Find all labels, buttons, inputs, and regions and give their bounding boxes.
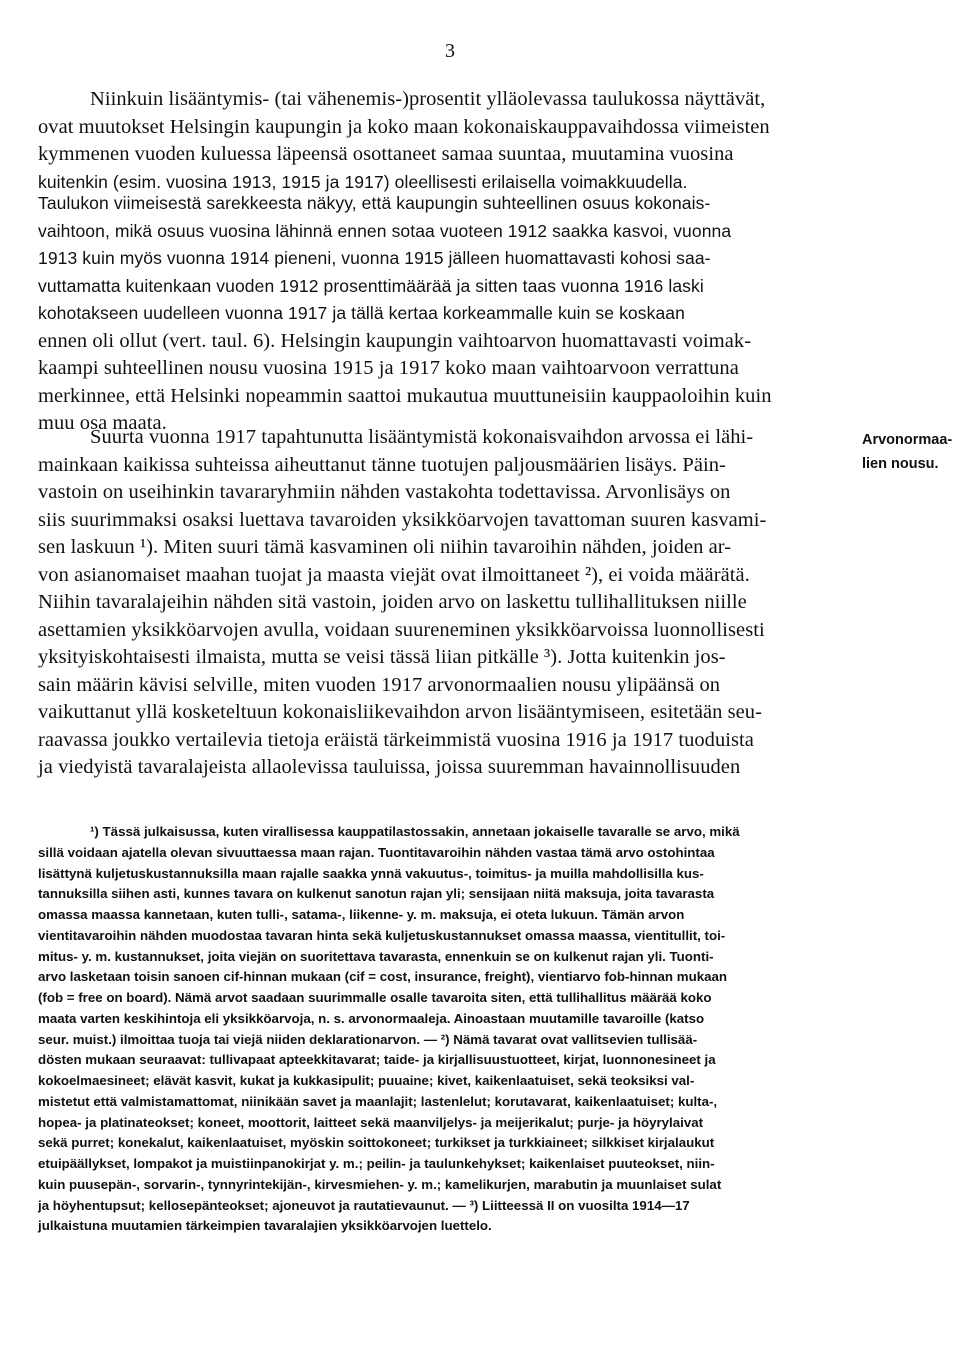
paragraph-line: sain määrin kävisi selville, miten vuoden 1917 arvonormaalien nousu ylipäänsä on [38,673,721,696]
paragraph-line: 1913 kuin myös vuonna 1914 pieneni, vuonna 1915 jälleen huomattavasti kohosi saa- [38,248,711,268]
paragraph-line: asettamien yksikköarvojen avulla, voidaan suureneminen yksikköarvoissa luonnollisesti [38,618,765,641]
footnote-line: tannuksilla siihen asti, kunnes tavara on kulkenut sanotun rajan yli; sensijaan niitä maksuja, joita tavarasta [38,886,715,902]
footnote-line: julkaistuna muutamien tärkeimpien tavaralajien yksikköarvojen luettelo. [38,1218,492,1234]
paragraph-line: kaampi suhteellinen nousu vuosina 1915 ja 1917 koko maan vaihtoarvoon verrattuna [38,357,739,379]
paragraph-line: vuttamatta kuitenkaan vuoden 1912 prosenttimäärää ja sitten taas vuonna 1916 laski [38,275,704,296]
paragraph-line: sen laskuun ¹). Miten suuri tämä kasvaminen oli niihin tavaroihin nähden, joiden ar- [38,536,732,558]
footnote-line: sillä voidaan ajatella olevan sivuuttaessa maan rajan. Tuontitavaroihin nähden vastaa tämä arvo ostohintaa [38,844,715,860]
footnote-line: sekä purret; konekalut, kaikenlaatuiset, myöskin soittokoneet; turkikset ja turkkiaineet; silkkiset kirjalaukut [38,1135,715,1151]
paragraph-line: kuitenkin (esim. vuosina 1913, 1915 ja 1917) oleellisesti erilaisella voimakkuudella. [38,171,688,192]
paragraph-line: merkinnee, että Helsinki nopeammin saattoi mukautua muuttuneisiin kauppaoloihin kuin [38,384,772,407]
paragraph-line: kymmenen vuoden kuluessa läpeensä osottaneet samaa suuntaa, muutamina vuosina [38,143,734,165]
margin-note [862,428,958,476]
paragraph-line: vaikuttanut yllä kosketeltuun kokonaisliikevaihdon arvon lisääntymiseen, esitetään seu- [38,701,762,723]
paragraph-line: vaihtoon, mikä osuus vuosina lähinnä ennen sotaa vuoteen 1912 saakka kasvoi, vuonna [38,220,732,241]
paragraph-line: Suurta vuonna 1917 tapahtunutta lisääntymistä kokonaisvaihdon arvossa ei lähi- [90,426,754,448]
paragraph-line: von asianomaiset maahan tuojat ja maasta viejät ovat ilmoittaneet ²), ei voida määrätä. [38,563,750,586]
paragraph-line: Taulukon viimeisestä sarekkeesta näkyy, että kaupungin suhteellinen osuus kokonais- [38,193,711,213]
paragraph-line: Niinkuin lisääntymis- (tai vähenemis-)prosentit ylläolevassa taulukossa näyttävät, [90,88,766,110]
footnote-line: mistetut että valmistamattomat, niinikään savet ja maanlajit; lastenlelut; korutavarat, kaikenlaatuiset; kulta-, [38,1093,718,1109]
footnote-line: omassa maassa kannetaan, kuten tulli-, satama-, liikenne- y. m. maksuja, ei oteta lukuun. Tämän arvon [38,907,685,922]
paragraph-line: siis suurimmaksi osaksi luettava tavaroiden yksikköarvojen tavattoman suuren kasvami- [38,508,767,531]
footnote-line: seur. muist.) ilmoittaa tuoja tai viejä niiden deklarationarvon. — ²) Nämä tavarat ovat vallitsevien tullisää- [38,1031,698,1047]
footnotes [38,822,868,1237]
paragraph-2 [38,190,858,438]
paragraph-line: yksityiskohtaisesti ilmaista, mutta se veisi tässä liian pitkälle ³). Jotta kuitenkin jos- [38,646,726,668]
paragraph-line: vastoin on useihinkin tavararyhmiin nähden vastakohta todettavissa. Arvonlisäys on [38,481,731,503]
paragraph-line: Niihin tavaralajeihin nähden sitä vastoin, joiden arvo on laskettu tullihallituksen niille [38,591,747,613]
paragraph-1 [38,86,858,196]
page-number: 3 [445,40,455,62]
footnote-line: etuipäällykset, lompakot ja muistiinpanokirjat y. m.; peilin- ja taulunkehykset; kaikenlaiset puuteokset, niin- [38,1156,715,1171]
footnote-line: kuin puusepän-, sorvarin-, tynnyrintekijän-, kirvesmiehen- y. m.; kamelikurjen, marabutin ja muunlaiset sulat [38,1176,722,1192]
footnote-line: maata varten keskihintoja eli yksikköarvoja, n. s. arvonormaaleja. Ainoastaan muutamille tavaroille (katso [38,1010,705,1026]
footnote-line: ¹) Tässä julkaisussa, kuten virallisessa kauppatilastossakin, annetaan jokaiselle tavaralle se arvo, mikä [90,824,740,839]
paragraph-line: raavassa joukko vertailevia tietoja eräistä tärkeimmistä vuosina 1916 ja 1917 tuoduista [38,728,754,751]
paragraph-line: ja viedyistä tavaralajeista allaolevissa tauluissa, joissa suuremman havainnollisuuden [38,756,741,778]
paragraph-line: ennen oli ollut (vert. taul. 6). Helsingin kaupungin vaihtoarvon huomattavasti voimak- [38,329,752,352]
footnote-line: hopea- ja platinateokset; koneet, moottorit, laitteet sekä maanviljelys- ja meijerikalut; purje- ja höyrylaivat [38,1114,704,1130]
paragraph-line: ovat muutokset Helsingin kaupungin ja koko maan kokonaiskauppavaihdossa viimeisten [38,115,770,138]
margin-note-line: Arvonormaa- [862,432,953,448]
footnote-line: mitus- y. m. kustannukset, joita viejän on suoritettava tavarasta, ennenkuin se on kulkenut rajan yli. Tuonti- [38,948,714,964]
margin-note-line: lien nousu. [862,456,939,472]
paragraph-3 [38,424,858,782]
paragraph-line: muu osa maata. [38,412,167,434]
footnote-line: (fob = free on board). Nämä arvot saadaan suurimmalle osalle tavaroita siten, että tullihallitus määrää koko [38,990,712,1005]
paragraph-line: kohotakseen uudelleen vuonna 1917 ja tällä kertaa korkeammalle kuin se koskaan [38,303,685,323]
footnote-line: lisättynä kuljetuskustannuksilla maan rajalle saakka ynnä vakuutus-, toimitus- ja muilla mahdollisilla kus- [38,865,704,881]
footnote-line: ja höyhentupsut; kellosepänteokset; ajoneuvot ja rautatievaunut. — ³) Liitteessä II on vuosilta 1914—17 [38,1197,690,1213]
footnote-line: arvo lasketaan toisin sanoen cif-hinnan mukaan (cif = cost, insurance, freight), vientiarvo fob-hinnan mukaan [38,969,728,985]
footnote-line: dösten mukaan seuraavat: tullivapaat apteekkitavarat; taide- ja kirjallisuustuotteet, kirjat, luonnonesineet ja [38,1052,716,1068]
footnote-line: kokoelmaesineet; elävät kasvit, kukat ja kukkasipulit; puuaine; kivet, kaikenlaatuiset, sekä teoksiksi val- [38,1073,695,1088]
footnote-line: vientitavaroihin nähden muodostaa tavaran hinta sekä kuljetuskustannukset omassa maassa, vientitullit, toi- [38,927,726,943]
paragraph-line: mainkaan kaikissa suhteissa aiheuttanut tänne tuotujen paljousmäärien lisäys. Päin- [38,453,726,476]
